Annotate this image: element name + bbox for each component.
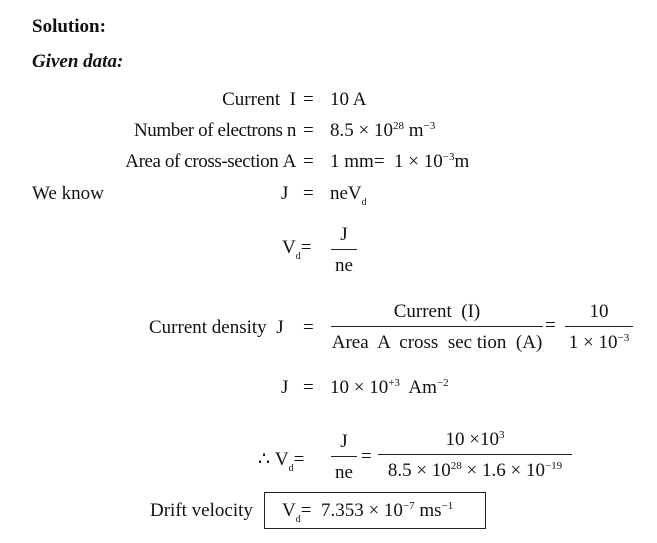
rhs-text: neV: [330, 183, 362, 204]
given-current-label: [222, 90, 296, 109]
eq-text: =: [300, 237, 312, 258]
lhs-sub: d: [288, 463, 294, 474]
lhs-text: V: [282, 500, 296, 521]
value-text: 7.353 × 10: [320, 500, 403, 521]
we-know-lhs: J: [281, 183, 289, 204]
solution-heading: Solution:: [32, 16, 106, 37]
j-value-eq: =: [303, 377, 314, 398]
given-electrons-value: [330, 121, 435, 140]
unit-exp: −3: [423, 120, 436, 132]
value-unit: m: [403, 120, 424, 141]
label-text: Current: [222, 89, 281, 110]
label-text: Current density: [149, 317, 267, 338]
given-electrons-label: [134, 121, 296, 140]
lhs-sub: d: [295, 251, 301, 262]
num-exp: 3: [498, 429, 505, 441]
given-current-value: 10 A: [330, 89, 367, 110]
value-b-exp: −3: [442, 151, 455, 163]
unit-exp: −1: [441, 500, 454, 512]
value-a: 1 mm: [330, 151, 374, 172]
fraction-bar: [331, 249, 357, 250]
vd-formula-fraction: [331, 225, 357, 275]
lhs-text: V: [274, 449, 289, 470]
symbol-text: I: [289, 89, 296, 110]
symbol-text: n: [286, 120, 296, 141]
fraction-bar: [565, 326, 633, 327]
we-know-label: We know: [32, 183, 104, 204]
vd-calc-lhs: [258, 449, 305, 474]
unit-text: ms: [414, 500, 442, 521]
label-text: Number of electrons: [133, 120, 283, 141]
den-base: 1 × 10: [568, 332, 618, 353]
lhs-text: V: [282, 237, 296, 258]
fraction-bar: [331, 456, 357, 457]
eq-text: =: [293, 449, 305, 470]
j-value-lhs: J: [281, 377, 289, 398]
den-exp: −3: [617, 332, 630, 344]
symbol-text: A: [282, 151, 296, 172]
current-density-fraction-2: [565, 302, 633, 352]
value-b: 1 × 10: [394, 151, 443, 172]
numerator: Current (I): [393, 301, 481, 322]
current-density-eq: =: [303, 317, 314, 338]
den-b: × 1.6 × 10: [461, 460, 545, 481]
fraction-bar: [331, 326, 543, 327]
j-value-rhs: [330, 378, 449, 397]
result-equation: [282, 500, 454, 525]
lhs-text: J: [276, 317, 284, 338]
eq-text: =: [300, 500, 312, 521]
value-exp: −7: [402, 500, 415, 512]
lhs-sub: d: [295, 514, 301, 525]
rhs-sub: d: [361, 197, 367, 208]
given-data-heading: Given data:: [32, 51, 124, 72]
given-area-label: [125, 152, 296, 171]
label-text: Area of cross-section: [125, 151, 279, 172]
numerator: J: [340, 431, 348, 452]
therefore-symbol: ∴: [258, 449, 271, 470]
denominator: [378, 461, 572, 480]
denominator: ne: [335, 255, 353, 276]
den-a: 8.5 × 10: [387, 460, 451, 481]
given-area-eq: =: [303, 151, 314, 172]
value-base: 8.5 × 10: [330, 120, 393, 141]
vd-calc-fraction-1: [331, 432, 357, 482]
base-exp: +3: [388, 377, 400, 389]
current-density-eq2: =: [545, 315, 556, 336]
current-density-fraction-1: [331, 302, 543, 352]
denominator: [565, 333, 633, 352]
current-density-label: [149, 318, 284, 337]
num-base: 10 ×10: [445, 429, 499, 450]
value-eq: =: [373, 151, 385, 172]
vd-calc-fraction-2: [378, 430, 572, 480]
value-b-unit: m: [454, 151, 470, 172]
unit-exp: −2: [436, 377, 449, 389]
given-area-value: [330, 152, 469, 171]
den-b-exp: −19: [544, 460, 563, 472]
vd-calc-eq2: =: [361, 446, 372, 467]
vd-formula-lhs: [282, 237, 312, 262]
den-a-exp: 28: [450, 460, 462, 472]
numerator: [378, 430, 572, 449]
numerator: J: [340, 224, 348, 245]
base-text: 10 × 10: [330, 377, 389, 398]
denominator: ne: [335, 462, 353, 483]
given-current-eq: =: [303, 89, 314, 110]
value-exp: 28: [392, 120, 404, 132]
result-label: Drift velocity: [150, 500, 253, 521]
we-know-rhs: [330, 183, 367, 208]
we-know-eq: =: [303, 183, 314, 204]
unit-text: Am: [399, 377, 437, 398]
denominator: Area A cross sec tion (A): [331, 332, 543, 353]
given-electrons-eq: =: [303, 120, 314, 141]
fraction-bar: [378, 454, 572, 455]
numerator: 10: [589, 301, 609, 322]
